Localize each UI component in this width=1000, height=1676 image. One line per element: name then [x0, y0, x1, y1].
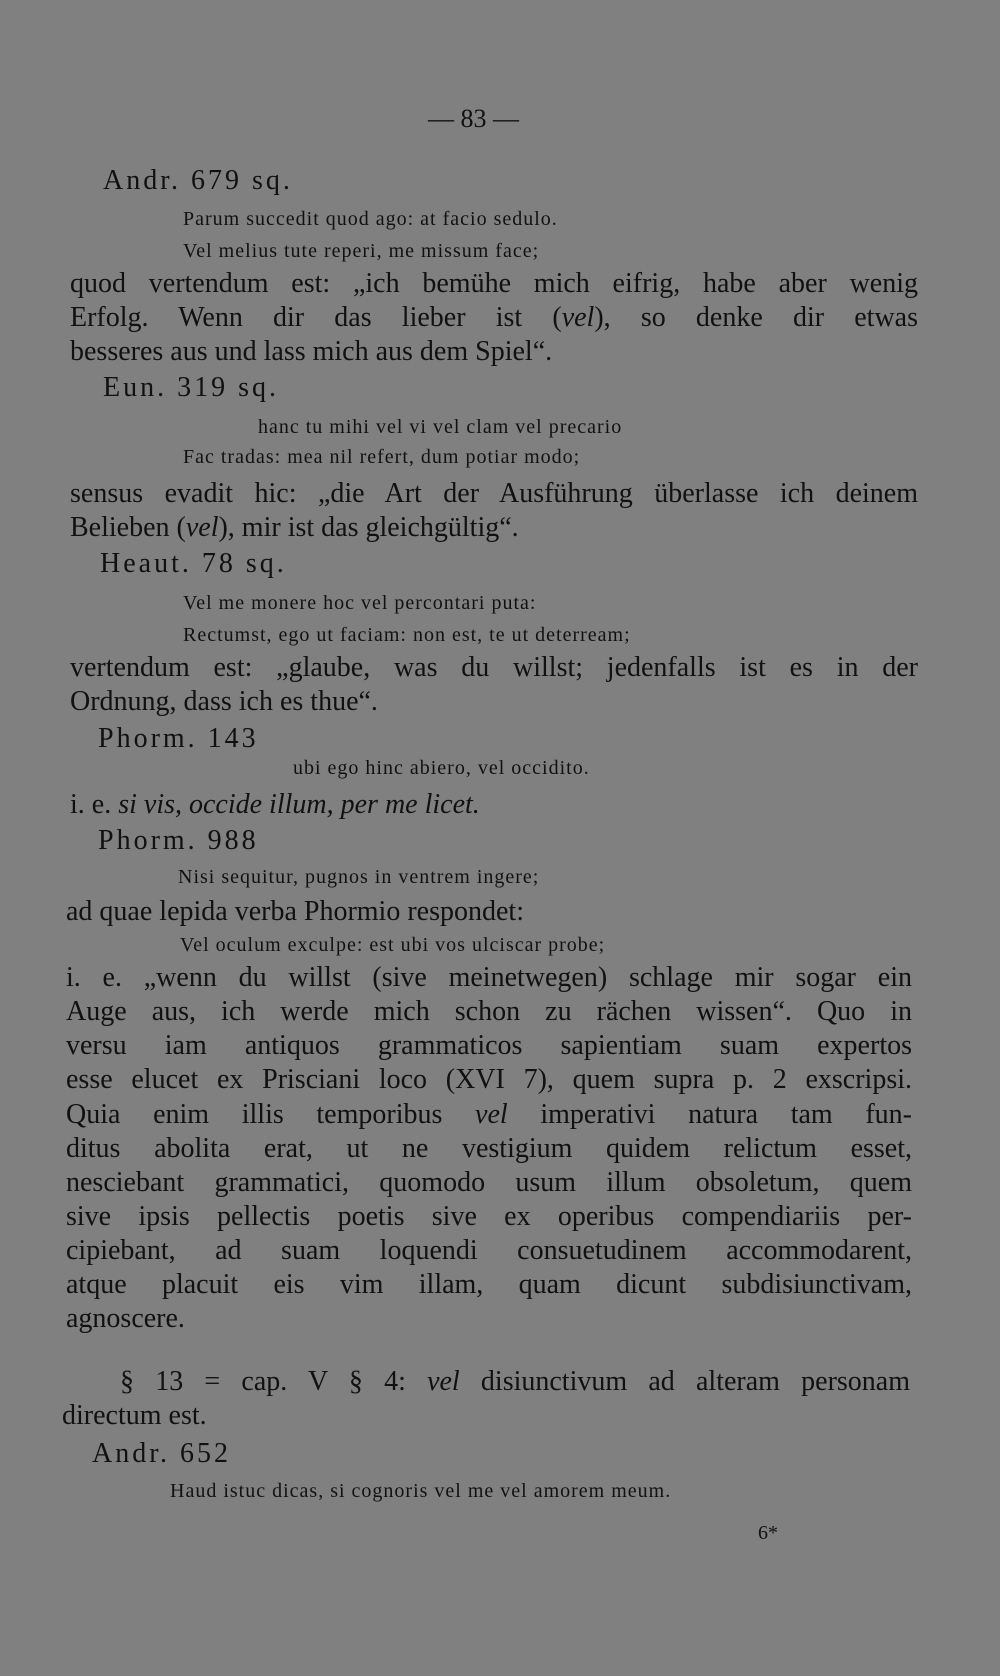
body-text-line: nesciebant grammatici, quomodo usum illum obsoletum, quem	[66, 1167, 912, 1198]
latin-quote-line: Vel oculum exculpe: est ubi vos ulciscar probe;	[180, 934, 606, 956]
page-number: — 83 —	[428, 104, 519, 133]
body-text-line: Ordnung, dass ich es thue“.	[70, 686, 378, 717]
body-text-line: i. e. „wenn du willst (sive meinetwegen) schlage mir sogar ein	[66, 962, 912, 993]
latin-quote-line: hanc tu mihi vel vi vel clam vel precario	[258, 416, 623, 438]
body-text-line: directum est.	[62, 1400, 207, 1431]
citation-heading: Andr. 652	[92, 1438, 231, 1469]
body-text-line: Quia enim illis temporibus vel imperativi natura tam fun-	[66, 1099, 912, 1130]
body-text-line: Erfolg. Wenn dir das lieber ist (vel), so denke dir etwas	[70, 302, 918, 333]
citation-heading: Andr. 679 sq.	[103, 165, 293, 196]
latin-quote-line: Fac tradas: mea nil refert, dum potiar modo;	[183, 446, 581, 468]
citation-heading: Phorm. 988	[98, 825, 259, 856]
latin-quote-line: Rectumst, ego ut faciam: non est, te ut deterream;	[183, 624, 631, 646]
citation-heading: Phorm. 143	[98, 723, 259, 754]
body-text-line: esse elucet ex Prisciani loco (XVI 7), quem supra p. 2 exscripsi.	[66, 1064, 912, 1095]
body-text-line: Auge aus, ich werde mich schon zu rächen wissen“. Quo in	[66, 996, 912, 1027]
signature-mark: 6*	[758, 1522, 778, 1544]
citation-heading: Heaut. 78 sq.	[100, 548, 287, 579]
body-text-line: sensus evadit hic: „die Art der Ausführung überlasse ich deinem	[70, 478, 918, 509]
body-text-line: ad quae lepida verba Phormio respondet:	[66, 896, 524, 927]
body-text-line: besseres aus und lass mich aus dem Spiel“.	[70, 336, 553, 367]
latin-quote-line: Haud istuc dicas, si cognoris vel me vel amorem meum.	[170, 1480, 672, 1502]
latin-quote-line: Nisi sequitur, pugnos in ventrem ingere;	[178, 866, 540, 888]
body-text-line: agnoscere.	[66, 1303, 185, 1334]
section-heading-line: § 13 = cap. V § 4: vel disiunctivum ad alteram personam	[120, 1366, 910, 1397]
citation-heading: Eun. 319 sq.	[103, 372, 279, 403]
latin-quote-line: Vel me monere hoc vel percontari puta:	[183, 592, 537, 614]
body-text-line: atque placuit eis vim illam, quam dicunt subdisiunctivam,	[66, 1269, 912, 1300]
body-text-line: sive ipsis pellectis poetis sive ex operibus compendiariis per-	[66, 1201, 912, 1232]
body-text-line: versu iam antiquos grammaticos sapientiam suam expertos	[66, 1030, 912, 1061]
body-text-line: cipiebant, ad suam loquendi consuetudinem accommodarent,	[66, 1235, 912, 1266]
body-text-line: i. e. si vis, occide illum, per me licet.	[70, 789, 480, 820]
latin-quote-line: ubi ego hinc abiero, vel occidito.	[293, 757, 590, 779]
body-text-line: ditus abolita erat, ut ne vestigium quidem relictum esset,	[66, 1133, 912, 1164]
body-text-line: Belieben (vel), mir ist das gleichgültig“.	[70, 512, 519, 543]
body-text-line: vertendum est: „glaube, was du willst; jedenfalls ist es in der	[70, 652, 918, 683]
latin-quote-line: Parum succedit quod ago: at facio sedulo.	[183, 208, 558, 230]
body-text-line: quod vertendum est: „ich bemühe mich eifrig, habe aber wenig	[70, 268, 918, 299]
latin-quote-line: Vel melius tute reperi, me missum face;	[183, 240, 540, 262]
